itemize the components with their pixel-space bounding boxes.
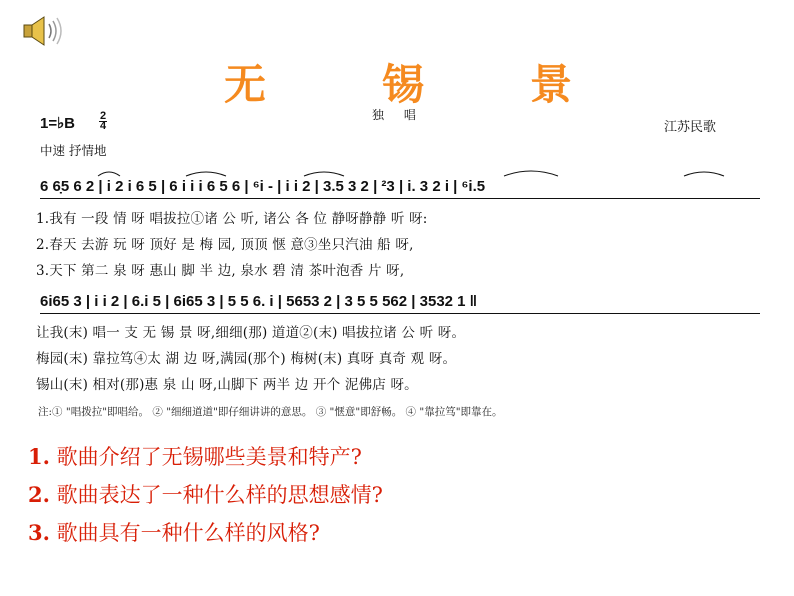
question-1: [28, 441, 362, 471]
question-3: [28, 517, 320, 547]
lyrics-1-verse-2: 2.春天 去游 玩 呀 顶好 是 梅 园, 顶顶 惬 意③坐只汽油 船 呀,: [36, 237, 414, 253]
meter-bottom: 4: [99, 120, 107, 132]
title-char-2: 锡: [382, 60, 425, 109]
title-char-1: 无: [224, 60, 267, 109]
lyrics-1-verse-3: 3.天下 第二 泉 呀 惠山 脚 半 边, 泉水 碧 清 茶叶泡香 片 呀,: [36, 263, 405, 279]
time-signature: [99, 112, 107, 131]
tempo-mark: 中速 抒情地: [40, 143, 107, 158]
beam-line-1: [40, 198, 760, 199]
score-notes-line-2: 6i65 3 | i i 2 | 6.i 5 | 6i65 3 | 5 5 6. i | 5653 2 | 3 5 5 562 | 3532 1 ‖: [40, 293, 478, 310]
footnote: 注:① "唱拨拉"即唱给。 ② "细细道道"即仔细讲讲的意思。 ③ "惬意"即舒畅。 ④ "靠拉笃"即靠在。: [38, 406, 503, 418]
song-source: 江苏民歌: [664, 120, 717, 135]
lyrics-1-verse-1: 1.我有 一段 情 呀 唱拔拉①诸 公 听, 诸公 各 位 静呀静静 听 呀:: [36, 211, 428, 227]
question-1-text: 歌曲介绍了无锡哪些美景和特产?: [56, 445, 362, 469]
performer-label: 独 唱: [372, 108, 424, 122]
lyrics-2-verse-3: 锡山(末) 相对(那)惠 泉 山 呀,山脚下 两半 边 开个 泥佛店 呀。: [36, 377, 418, 393]
score-notes-line-1: 6 6̣5 6 2 | i 2 i 6 5 | 6 i i i 6 5 6 | ⁶i - | i i 2 | 3.5 3 2 | ²3 | i. 3 2 i | ⁶i.5: [40, 178, 486, 195]
question-2-number: 2.: [28, 482, 50, 507]
speaker-icon[interactable]: [22, 14, 70, 48]
title-char-3: 景: [530, 60, 573, 109]
beam-line-2: [40, 313, 760, 314]
question-3-text: 歌曲具有一种什么样的风格?: [56, 521, 320, 545]
lyrics-2-verse-2: 梅园(末) 靠拉笃④太 湖 边 呀,满园(那个) 梅树(末) 真呀 真奇 观 呀。: [36, 351, 457, 367]
question-1-number: 1.: [28, 444, 50, 469]
lyrics-2-verse-1: 让我(末) 唱一 支 无 锡 景 呀,细细(那) 道道②(末) 唱拔拉诸 公 听 呀。: [36, 325, 466, 341]
meter-top: 2: [99, 110, 107, 122]
song-title: [0, 52, 794, 109]
key-signature: 1=♭B: [40, 115, 76, 132]
question-3-number: 3.: [28, 520, 50, 545]
question-2-text: 歌曲表达了一种什么样的思想感情?: [56, 483, 383, 507]
question-2: [28, 479, 383, 509]
